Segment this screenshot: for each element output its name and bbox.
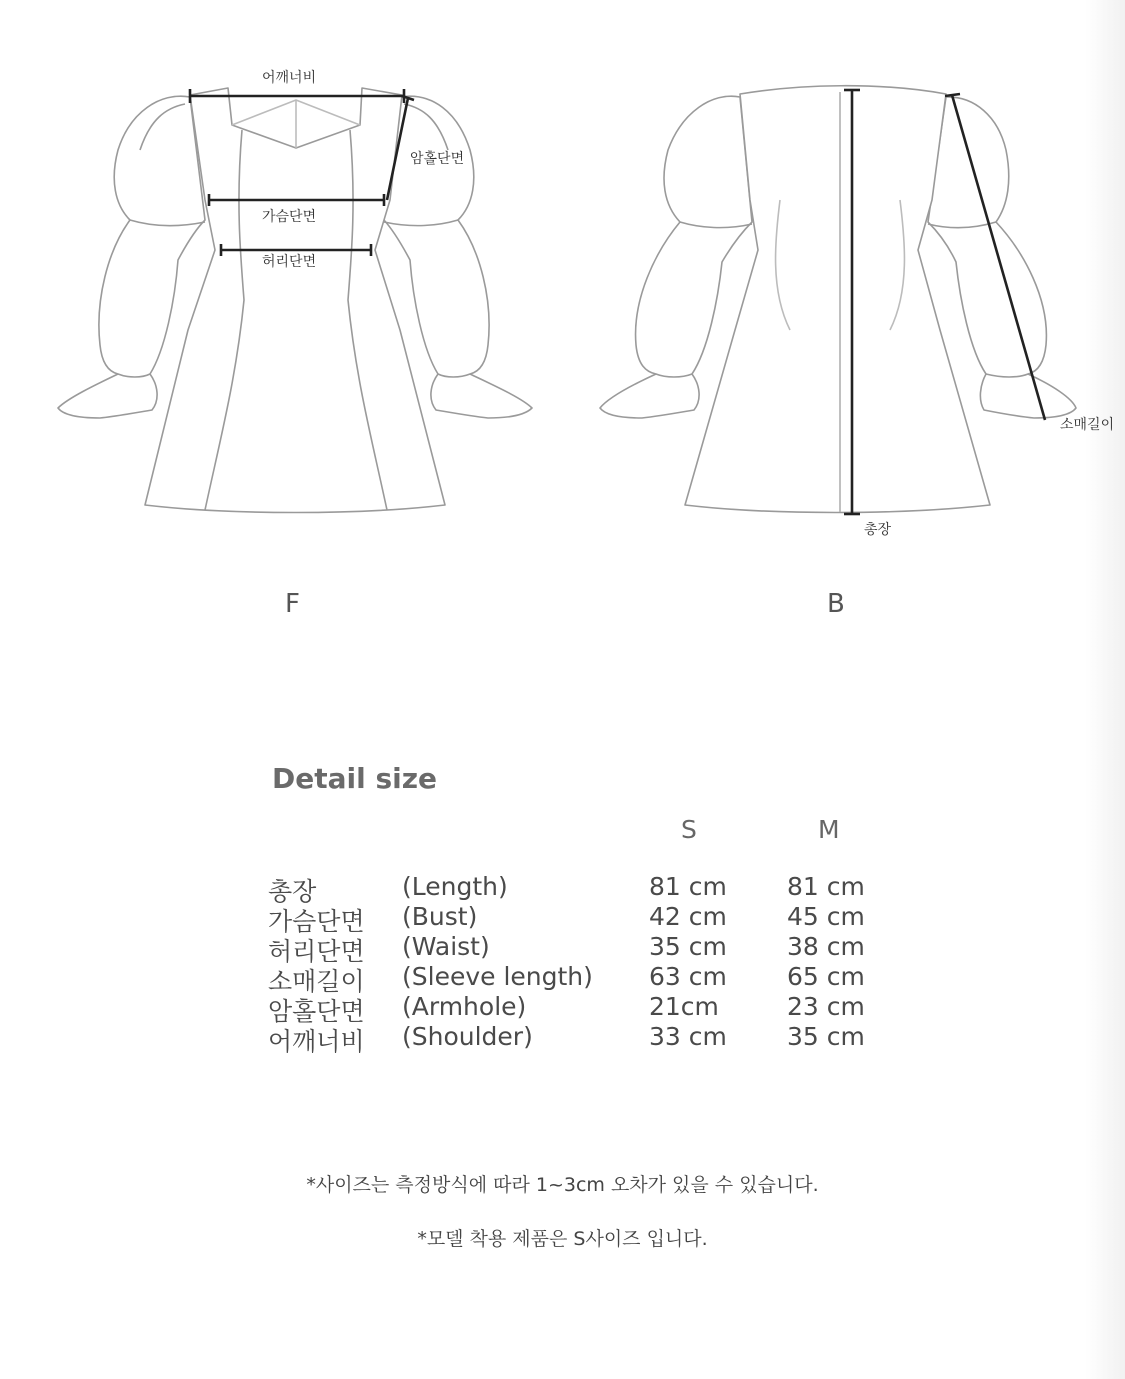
value-s: 81 cm [649, 872, 727, 901]
value-m: 81 cm [787, 872, 865, 901]
row-label-ko: 가슴단면 [268, 907, 365, 936]
row-label-ko: 암홀단면 [268, 997, 365, 1026]
front-view-label: F [285, 589, 300, 619]
waist-label: 허리단면 [262, 254, 317, 270]
back-dress-drawing [600, 86, 1076, 513]
row-label-ko: 소매길이 [268, 967, 365, 996]
row-label-ko: 총장 [268, 877, 317, 906]
value-s: 42 cm [649, 902, 727, 931]
column-header-m: M [818, 815, 840, 844]
bust-label: 가슴단면 [262, 209, 317, 225]
row-label-en: (Length) [402, 872, 508, 901]
row-label-ko: 허리단면 [268, 937, 365, 966]
shoulder-label: 어깨너비 [262, 70, 317, 86]
value-m: 38 cm [787, 932, 865, 961]
row-label-en: (Shoulder) [402, 1022, 533, 1051]
row-label-en: (Armhole) [402, 992, 527, 1021]
row-label-en: (Sleeve length) [402, 962, 593, 991]
value-s: 33 cm [649, 1022, 727, 1051]
value-s: 63 cm [649, 962, 727, 991]
measurement-tolerance-note: *사이즈는 측정방식에 따라 1~3cm 오차가 있을 수 있습니다. [306, 1174, 819, 1196]
value-s: 35 cm [649, 932, 727, 961]
value-m: 35 cm [787, 1022, 865, 1051]
value-s: 21cm [649, 992, 719, 1021]
sleeve-label: 소매길이 [1060, 417, 1115, 433]
value-m: 45 cm [787, 902, 865, 931]
row-label-en: (Bust) [402, 902, 478, 931]
armhole-label: 암홀단면 [410, 151, 465, 167]
column-header-s: S [681, 815, 697, 844]
row-label-en: (Waist) [402, 932, 490, 961]
value-m: 23 cm [787, 992, 865, 1021]
detail-size-title: Detail size [272, 762, 438, 795]
length-label: 총장 [864, 522, 892, 538]
model-size-note: *모델 착용 제품은 S사이즈 입니다. [417, 1228, 708, 1250]
back-view-label: B [827, 589, 845, 619]
garment-diagram [0, 0, 1125, 640]
row-label-ko: 어깨너비 [268, 1027, 365, 1056]
value-m: 65 cm [787, 962, 865, 991]
